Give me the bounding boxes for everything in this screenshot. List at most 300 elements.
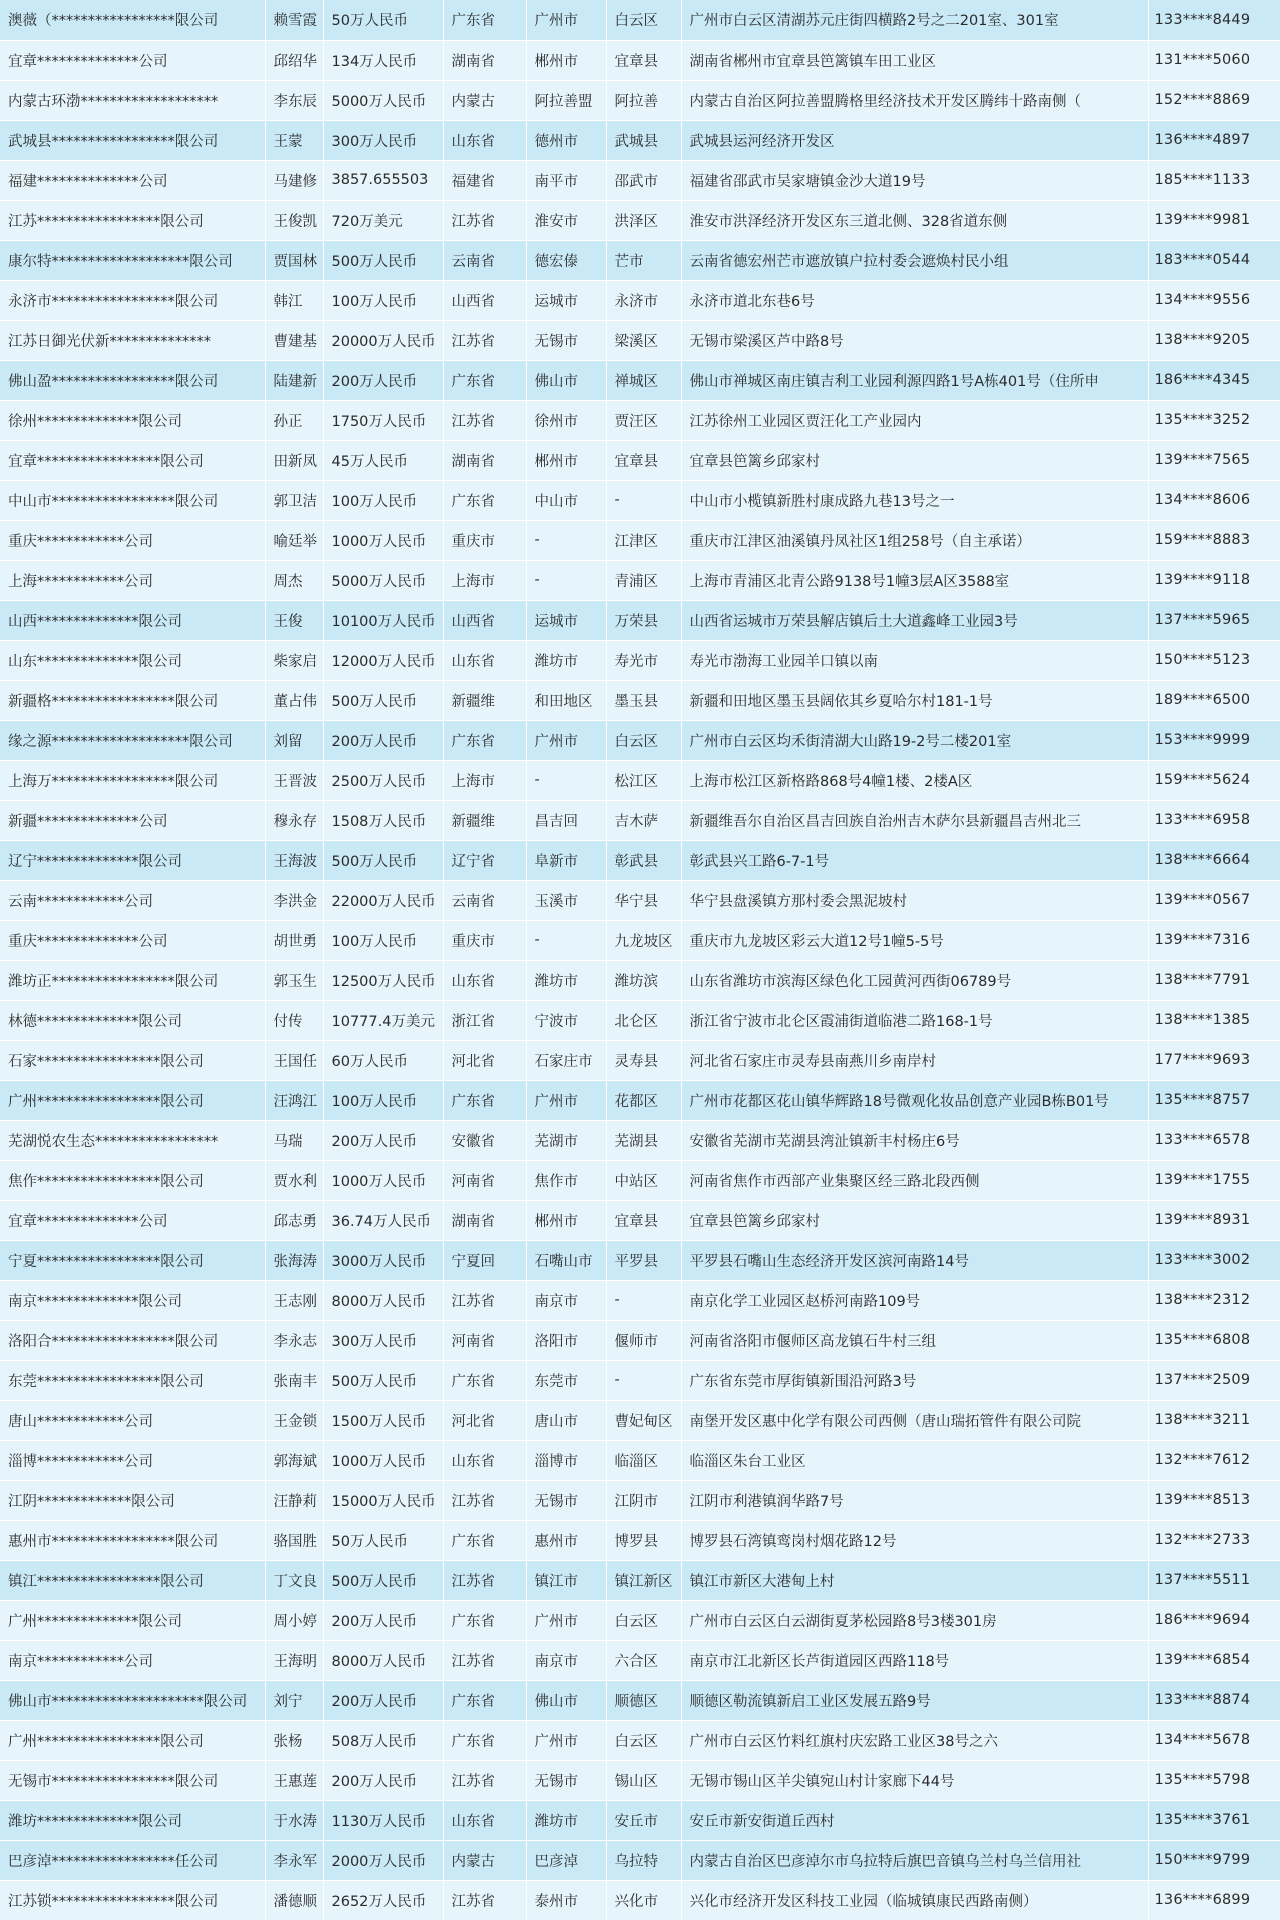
- province-cell: 广东省: [443, 480, 526, 520]
- address-cell: 上海市松江区新格路868号4幢1楼、2楼A区: [681, 760, 1148, 800]
- capital-cell: 300万人民币: [323, 1320, 443, 1360]
- address-cell: 江阴市利港镇润华路7号: [681, 1480, 1148, 1520]
- phone-cell: 139****8931: [1148, 1200, 1280, 1240]
- company-name-cell: 江苏锁*****************限公司: [0, 1880, 265, 1920]
- company-name-cell: 重庆************公司: [0, 520, 265, 560]
- address-cell: 重庆市江津区油溪镇丹凤社区1组258号（自主承诺）: [681, 520, 1148, 560]
- address-cell: 江苏徐州工业园区贾汪化工产业园内: [681, 400, 1148, 440]
- legal-rep-cell: 邱绍华: [265, 40, 323, 80]
- city-cell: 南平市: [526, 160, 606, 200]
- district-cell: 彰武县: [606, 840, 681, 880]
- legal-rep-cell: 王俊: [265, 600, 323, 640]
- capital-cell: 50万人民币: [323, 0, 443, 40]
- city-cell: 徐州市: [526, 400, 606, 440]
- province-cell: 辽宁省: [443, 840, 526, 880]
- district-cell: 锡山区: [606, 1760, 681, 1800]
- city-cell: 郴州市: [526, 440, 606, 480]
- table-row: [0, 1000, 1280, 1040]
- company-name-cell: 内蒙古环渤*******************: [0, 80, 265, 120]
- company-name-cell: 江苏*****************限公司: [0, 200, 265, 240]
- address-cell: 镇江市新区大港甸上村: [681, 1560, 1148, 1600]
- district-cell: 贾汪区: [606, 400, 681, 440]
- capital-cell: 10777.4万美元: [323, 1000, 443, 1040]
- company-name-cell: 上海************公司: [0, 560, 265, 600]
- table-row: [0, 640, 1280, 680]
- legal-rep-cell: 陆建新: [265, 360, 323, 400]
- city-cell: 泰州市: [526, 1880, 606, 1920]
- city-cell: 德州市: [526, 120, 606, 160]
- company-name-cell: 巴彦淖*****************任公司: [0, 1840, 265, 1880]
- address-cell: 博罗县石湾镇鸾岗村烟花路12号: [681, 1520, 1148, 1560]
- legal-rep-cell: 李东辰: [265, 80, 323, 120]
- phone-cell: 138****7791: [1148, 960, 1280, 1000]
- city-cell: 佛山市: [526, 360, 606, 400]
- address-cell: 广州市白云区清湖苏元庄街四横路2号之二201室、301室: [681, 0, 1148, 40]
- phone-cell: 186****4345: [1148, 360, 1280, 400]
- table-row: [0, 360, 1280, 400]
- capital-cell: 8000万人民币: [323, 1640, 443, 1680]
- table-row: [0, 1160, 1280, 1200]
- district-cell: 宜章县: [606, 1200, 681, 1240]
- legal-rep-cell: 马瑞: [265, 1120, 323, 1160]
- capital-cell: 720万美元: [323, 200, 443, 240]
- phone-cell: 183****0544: [1148, 240, 1280, 280]
- capital-cell: 200万人民币: [323, 1600, 443, 1640]
- phone-cell: 150****5123: [1148, 640, 1280, 680]
- table-row: [0, 320, 1280, 360]
- city-cell: 宁波市: [526, 1000, 606, 1040]
- legal-rep-cell: 张杨: [265, 1720, 323, 1760]
- table-row: [0, 520, 1280, 560]
- address-cell: 上海市青浦区北青公路9138号1幢3层A区3588室: [681, 560, 1148, 600]
- province-cell: 福建省: [443, 160, 526, 200]
- table-row: [0, 1800, 1280, 1840]
- city-cell: -: [526, 520, 606, 560]
- legal-rep-cell: 王海明: [265, 1640, 323, 1680]
- capital-cell: 45万人民币: [323, 440, 443, 480]
- legal-rep-cell: 曹建基: [265, 320, 323, 360]
- company-name-cell: 佛山盈*****************限公司: [0, 360, 265, 400]
- province-cell: 上海市: [443, 560, 526, 600]
- address-cell: 内蒙古自治区阿拉善盟腾格里经济技术开发区腾纬十路南侧（: [681, 80, 1148, 120]
- address-cell: 淮安市洪泽经济开发区东三道北侧、328省道东侧: [681, 200, 1148, 240]
- address-cell: 南京市江北新区长芦街道园区西路118号: [681, 1640, 1148, 1680]
- table-row: [0, 720, 1280, 760]
- address-cell: 山东省潍坊市滨海区绿色化工园黄河西街06789号: [681, 960, 1148, 1000]
- capital-cell: 200万人民币: [323, 1680, 443, 1720]
- phone-cell: 136****6899: [1148, 1880, 1280, 1920]
- legal-rep-cell: 邱志勇: [265, 1200, 323, 1240]
- address-cell: 福建省邵武市吴家塘镇金沙大道19号: [681, 160, 1148, 200]
- capital-cell: 1130万人民币: [323, 1800, 443, 1840]
- district-cell: 乌拉特: [606, 1840, 681, 1880]
- legal-rep-cell: 周小婷: [265, 1600, 323, 1640]
- legal-rep-cell: 郭玉生: [265, 960, 323, 1000]
- phone-cell: 133****3002: [1148, 1240, 1280, 1280]
- table-row: [0, 560, 1280, 600]
- province-cell: 河北省: [443, 1040, 526, 1080]
- company-name-cell: 云南************公司: [0, 880, 265, 920]
- company-name-cell: 东莞*****************限公司: [0, 1360, 265, 1400]
- address-cell: 广州市白云区白云湖街夏茅松园路8号3楼301房: [681, 1600, 1148, 1640]
- capital-cell: 508万人民币: [323, 1720, 443, 1760]
- legal-rep-cell: 董占伟: [265, 680, 323, 720]
- phone-cell: 138****1385: [1148, 1000, 1280, 1040]
- legal-rep-cell: 刘留: [265, 720, 323, 760]
- address-cell: 中山市小榄镇新胜村康成路九巷13号之一: [681, 480, 1148, 520]
- address-cell: 广州市白云区均禾街清湖大山路19-2号二楼201室: [681, 720, 1148, 760]
- city-cell: 东莞市: [526, 1360, 606, 1400]
- legal-rep-cell: 马建修: [265, 160, 323, 200]
- legal-rep-cell: 李永志: [265, 1320, 323, 1360]
- district-cell: 洪泽区: [606, 200, 681, 240]
- phone-cell: 138****3211: [1148, 1400, 1280, 1440]
- address-cell: 广州市花都区花山镇华辉路18号微观化妆品创意产业园B栋B01号: [681, 1080, 1148, 1120]
- legal-rep-cell: 潘德顺: [265, 1880, 323, 1920]
- phone-cell: 189****6500: [1148, 680, 1280, 720]
- district-cell: 华宁县: [606, 880, 681, 920]
- city-cell: 广州市: [526, 1720, 606, 1760]
- district-cell: 安丘市: [606, 1800, 681, 1840]
- table-row: [0, 1440, 1280, 1480]
- phone-cell: 177****9693: [1148, 1040, 1280, 1080]
- legal-rep-cell: 王蒙: [265, 120, 323, 160]
- capital-cell: 200万人民币: [323, 720, 443, 760]
- legal-rep-cell: 张南丰: [265, 1360, 323, 1400]
- district-cell: -: [606, 1360, 681, 1400]
- legal-rep-cell: 王国任: [265, 1040, 323, 1080]
- legal-rep-cell: 喻廷举: [265, 520, 323, 560]
- table-row: [0, 480, 1280, 520]
- district-cell: 墨玉县: [606, 680, 681, 720]
- phone-cell: 132****2733: [1148, 1520, 1280, 1560]
- province-cell: 山西省: [443, 600, 526, 640]
- capital-cell: 1000万人民币: [323, 1160, 443, 1200]
- company-name-cell: 广州*****************限公司: [0, 1080, 265, 1120]
- city-cell: 焦作市: [526, 1160, 606, 1200]
- phone-cell: 133****8449: [1148, 0, 1280, 40]
- capital-cell: 5000万人民币: [323, 80, 443, 120]
- company-name-cell: 焦作*****************限公司: [0, 1160, 265, 1200]
- city-cell: 中山市: [526, 480, 606, 520]
- table-row: [0, 680, 1280, 720]
- address-cell: 宜章县笆篱乡邱家村: [681, 1200, 1148, 1240]
- phone-cell: 133****6958: [1148, 800, 1280, 840]
- district-cell: 曹妃甸区: [606, 1400, 681, 1440]
- phone-cell: 133****8874: [1148, 1680, 1280, 1720]
- address-cell: 河南省洛阳市偃师区高龙镇石牛村三组: [681, 1320, 1148, 1360]
- capital-cell: 500万人民币: [323, 680, 443, 720]
- capital-cell: 22000万人民币: [323, 880, 443, 920]
- city-cell: 广州市: [526, 0, 606, 40]
- district-cell: 宜章县: [606, 40, 681, 80]
- province-cell: 宁夏回: [443, 1240, 526, 1280]
- legal-rep-cell: 李永军: [265, 1840, 323, 1880]
- table-row: [0, 1240, 1280, 1280]
- city-cell: 运城市: [526, 280, 606, 320]
- address-cell: 华宁县盘溪镇方那村委会黑泥坡村: [681, 880, 1148, 920]
- table-row: [0, 400, 1280, 440]
- table-row: [0, 800, 1280, 840]
- phone-cell: 139****1755: [1148, 1160, 1280, 1200]
- province-cell: 广东省: [443, 1080, 526, 1120]
- district-cell: 白云区: [606, 1720, 681, 1760]
- company-name-cell: 山西**************限公司: [0, 600, 265, 640]
- phone-cell: 150****9799: [1148, 1840, 1280, 1880]
- legal-rep-cell: 田新凤: [265, 440, 323, 480]
- table-row: [0, 0, 1280, 40]
- city-cell: 潍坊市: [526, 1800, 606, 1840]
- capital-cell: 200万人民币: [323, 360, 443, 400]
- city-cell: -: [526, 760, 606, 800]
- city-cell: 广州市: [526, 1600, 606, 1640]
- capital-cell: 12000万人民币: [323, 640, 443, 680]
- capital-cell: 1508万人民币: [323, 800, 443, 840]
- district-cell: 阿拉善: [606, 80, 681, 120]
- address-cell: 南京化学工业园区赵桥河南路109号: [681, 1280, 1148, 1320]
- legal-rep-cell: 王晋波: [265, 760, 323, 800]
- province-cell: 内蒙古: [443, 80, 526, 120]
- table-row: [0, 240, 1280, 280]
- phone-cell: 185****1133: [1148, 160, 1280, 200]
- province-cell: 新疆维: [443, 800, 526, 840]
- phone-cell: 186****9694: [1148, 1600, 1280, 1640]
- address-cell: 云南省德宏州芒市遮放镇户拉村委会遮焕村民小组: [681, 240, 1148, 280]
- province-cell: 云南省: [443, 240, 526, 280]
- city-cell: 石嘴山市: [526, 1240, 606, 1280]
- legal-rep-cell: 柴家启: [265, 640, 323, 680]
- phone-cell: 139****7565: [1148, 440, 1280, 480]
- capital-cell: 100万人民币: [323, 280, 443, 320]
- province-cell: 山东省: [443, 960, 526, 1000]
- phone-cell: 139****7316: [1148, 920, 1280, 960]
- capital-cell: 300万人民币: [323, 120, 443, 160]
- table-row: [0, 280, 1280, 320]
- city-cell: 阿拉善盟: [526, 80, 606, 120]
- district-cell: 潍坊滨: [606, 960, 681, 1000]
- company-name-cell: 镇江*****************限公司: [0, 1560, 265, 1600]
- phone-cell: 133****6578: [1148, 1120, 1280, 1160]
- capital-cell: 134万人民币: [323, 40, 443, 80]
- phone-cell: 153****9999: [1148, 720, 1280, 760]
- phone-cell: 137****5511: [1148, 1560, 1280, 1600]
- province-cell: 江苏省: [443, 1280, 526, 1320]
- legal-rep-cell: 丁文良: [265, 1560, 323, 1600]
- district-cell: 芒市: [606, 240, 681, 280]
- table-row: [0, 1880, 1280, 1920]
- company-name-cell: 澳薇（*****************限公司: [0, 0, 265, 40]
- city-cell: -: [526, 920, 606, 960]
- legal-rep-cell: 孙正: [265, 400, 323, 440]
- table-row: [0, 200, 1280, 240]
- table-row: [0, 1520, 1280, 1560]
- company-name-cell: 重庆**************公司: [0, 920, 265, 960]
- capital-cell: 500万人民币: [323, 840, 443, 880]
- legal-rep-cell: 汪静莉: [265, 1480, 323, 1520]
- phone-cell: 134****5678: [1148, 1720, 1280, 1760]
- address-cell: 无锡市锡山区羊尖镇宛山村计家廊下44号: [681, 1760, 1148, 1800]
- city-cell: 淄博市: [526, 1440, 606, 1480]
- district-cell: 梁溪区: [606, 320, 681, 360]
- table-row: [0, 920, 1280, 960]
- province-cell: 新疆维: [443, 680, 526, 720]
- province-cell: 广东省: [443, 1360, 526, 1400]
- province-cell: 河北省: [443, 1400, 526, 1440]
- province-cell: 山东省: [443, 640, 526, 680]
- table-row: [0, 1040, 1280, 1080]
- legal-rep-cell: 郭海斌: [265, 1440, 323, 1480]
- province-cell: 安徽省: [443, 1120, 526, 1160]
- city-cell: 南京市: [526, 1280, 606, 1320]
- phone-cell: 135****8757: [1148, 1080, 1280, 1120]
- address-cell: 无锡市梁溪区芦中路8号: [681, 320, 1148, 360]
- table-row: [0, 1280, 1280, 1320]
- table-row: [0, 160, 1280, 200]
- table-row: [0, 840, 1280, 880]
- district-cell: 顺德区: [606, 1680, 681, 1720]
- district-cell: 万荣县: [606, 600, 681, 640]
- phone-cell: 152****8869: [1148, 80, 1280, 120]
- company-name-cell: 江阴*************限公司: [0, 1480, 265, 1520]
- province-cell: 江苏省: [443, 320, 526, 360]
- city-cell: 昌吉回: [526, 800, 606, 840]
- district-cell: 花都区: [606, 1080, 681, 1120]
- company-name-cell: 辽宁**************限公司: [0, 840, 265, 880]
- legal-rep-cell: 汪鸿江: [265, 1080, 323, 1120]
- province-cell: 河南省: [443, 1320, 526, 1360]
- legal-rep-cell: 张海涛: [265, 1240, 323, 1280]
- phone-cell: 135****3761: [1148, 1800, 1280, 1840]
- province-cell: 江苏省: [443, 200, 526, 240]
- city-cell: 郴州市: [526, 40, 606, 80]
- phone-cell: 139****8513: [1148, 1480, 1280, 1520]
- district-cell: 兴化市: [606, 1880, 681, 1920]
- city-cell: 阜新市: [526, 840, 606, 880]
- city-cell: 洛阳市: [526, 1320, 606, 1360]
- legal-rep-cell: 穆永存: [265, 800, 323, 840]
- city-cell: 芜湖市: [526, 1120, 606, 1160]
- city-cell: 潍坊市: [526, 960, 606, 1000]
- legal-rep-cell: 付传: [265, 1000, 323, 1040]
- province-cell: 山东省: [443, 1800, 526, 1840]
- legal-rep-cell: 周杰: [265, 560, 323, 600]
- province-cell: 广东省: [443, 720, 526, 760]
- province-cell: 广东省: [443, 1600, 526, 1640]
- district-cell: 永济市: [606, 280, 681, 320]
- province-cell: 湖南省: [443, 440, 526, 480]
- city-cell: 镇江市: [526, 1560, 606, 1600]
- table-row: [0, 1400, 1280, 1440]
- company-name-cell: 新疆格*****************限公司: [0, 680, 265, 720]
- city-cell: 广州市: [526, 1080, 606, 1120]
- phone-cell: 138****9205: [1148, 320, 1280, 360]
- province-cell: 重庆市: [443, 520, 526, 560]
- table-row: [0, 80, 1280, 120]
- phone-cell: 135****6808: [1148, 1320, 1280, 1360]
- district-cell: 临淄区: [606, 1440, 681, 1480]
- table-row: [0, 440, 1280, 480]
- table-row: [0, 1560, 1280, 1600]
- address-cell: 河南省焦作市西部产业集聚区经三路北段西侧: [681, 1160, 1148, 1200]
- district-cell: 白云区: [606, 0, 681, 40]
- district-cell: 中站区: [606, 1160, 681, 1200]
- company-name-cell: 上海万*****************限公司: [0, 760, 265, 800]
- district-cell: 寿光市: [606, 640, 681, 680]
- address-cell: 广东省东莞市厚街镇新围沿河路3号: [681, 1360, 1148, 1400]
- company-name-cell: 新疆**************公司: [0, 800, 265, 840]
- district-cell: 北仑区: [606, 1000, 681, 1040]
- province-cell: 山东省: [443, 1440, 526, 1480]
- province-cell: 广东省: [443, 360, 526, 400]
- legal-rep-cell: 贾国林: [265, 240, 323, 280]
- province-cell: 江苏省: [443, 400, 526, 440]
- district-cell: 禅城区: [606, 360, 681, 400]
- legal-rep-cell: 王海波: [265, 840, 323, 880]
- capital-cell: 50万人民币: [323, 1520, 443, 1560]
- address-cell: 浙江省宁波市北仑区霞浦街道临港二路168-1号: [681, 1000, 1148, 1040]
- company-name-cell: 佛山市*********************限公司: [0, 1680, 265, 1720]
- company-name-cell: 康尔特*******************限公司: [0, 240, 265, 280]
- province-cell: 河南省: [443, 1160, 526, 1200]
- province-cell: 江苏省: [443, 1640, 526, 1680]
- capital-cell: 15000万人民币: [323, 1480, 443, 1520]
- table-row: [0, 1600, 1280, 1640]
- province-cell: 广东省: [443, 1720, 526, 1760]
- address-cell: 山西省运城市万荣县解店镇后土大道鑫峰工业园3号: [681, 600, 1148, 640]
- legal-rep-cell: 郭卫洁: [265, 480, 323, 520]
- district-cell: 灵寿县: [606, 1040, 681, 1080]
- capital-cell: 8000万人民币: [323, 1280, 443, 1320]
- address-cell: 新疆和田地区墨玉县阔依其乡夏哈尔村181-1号: [681, 680, 1148, 720]
- phone-cell: 139****9118: [1148, 560, 1280, 600]
- legal-rep-cell: 刘宁: [265, 1680, 323, 1720]
- company-name-cell: 江苏日御光伏新**************: [0, 320, 265, 360]
- province-cell: 广东省: [443, 1680, 526, 1720]
- company-name-cell: 中山市*****************限公司: [0, 480, 265, 520]
- capital-cell: 2500万人民币: [323, 760, 443, 800]
- capital-cell: 2652万人民币: [323, 1880, 443, 1920]
- table-row: [0, 1320, 1280, 1360]
- district-cell: 镇江新区: [606, 1560, 681, 1600]
- address-cell: 安丘市新安街道丘西村: [681, 1800, 1148, 1840]
- company-name-cell: 宜章**************公司: [0, 40, 265, 80]
- legal-rep-cell: 胡世勇: [265, 920, 323, 960]
- company-name-cell: 宜章*****************限公司: [0, 440, 265, 480]
- company-name-cell: 缘之源*******************限公司: [0, 720, 265, 760]
- address-cell: 顺德区勒流镇新启工业区发展五路9号: [681, 1680, 1148, 1720]
- address-cell: 兴化市经济开发区科技工业园（临城镇康民西路南侧）: [681, 1880, 1148, 1920]
- capital-cell: 1500万人民币: [323, 1400, 443, 1440]
- table-row: [0, 960, 1280, 1000]
- district-cell: 芜湖县: [606, 1120, 681, 1160]
- address-cell: 广州市白云区竹料红旗村庆宏路工业区38号之六: [681, 1720, 1148, 1760]
- capital-cell: 36.74万人民币: [323, 1200, 443, 1240]
- city-cell: 运城市: [526, 600, 606, 640]
- district-cell: 平罗县: [606, 1240, 681, 1280]
- company-name-cell: 淄博************公司: [0, 1440, 265, 1480]
- city-cell: 无锡市: [526, 1760, 606, 1800]
- province-cell: 内蒙古: [443, 1840, 526, 1880]
- city-cell: 德宏傣: [526, 240, 606, 280]
- address-cell: 宜章县笆篱乡邱家村: [681, 440, 1148, 480]
- district-cell: 江阴市: [606, 1480, 681, 1520]
- phone-cell: 134****9556: [1148, 280, 1280, 320]
- company-name-cell: 徐州**************限公司: [0, 400, 265, 440]
- address-cell: 寿光市渤海工业园羊口镇以南: [681, 640, 1148, 680]
- phone-cell: 134****8606: [1148, 480, 1280, 520]
- address-cell: 永济市道北东巷6号: [681, 280, 1148, 320]
- phone-cell: 138****2312: [1148, 1280, 1280, 1320]
